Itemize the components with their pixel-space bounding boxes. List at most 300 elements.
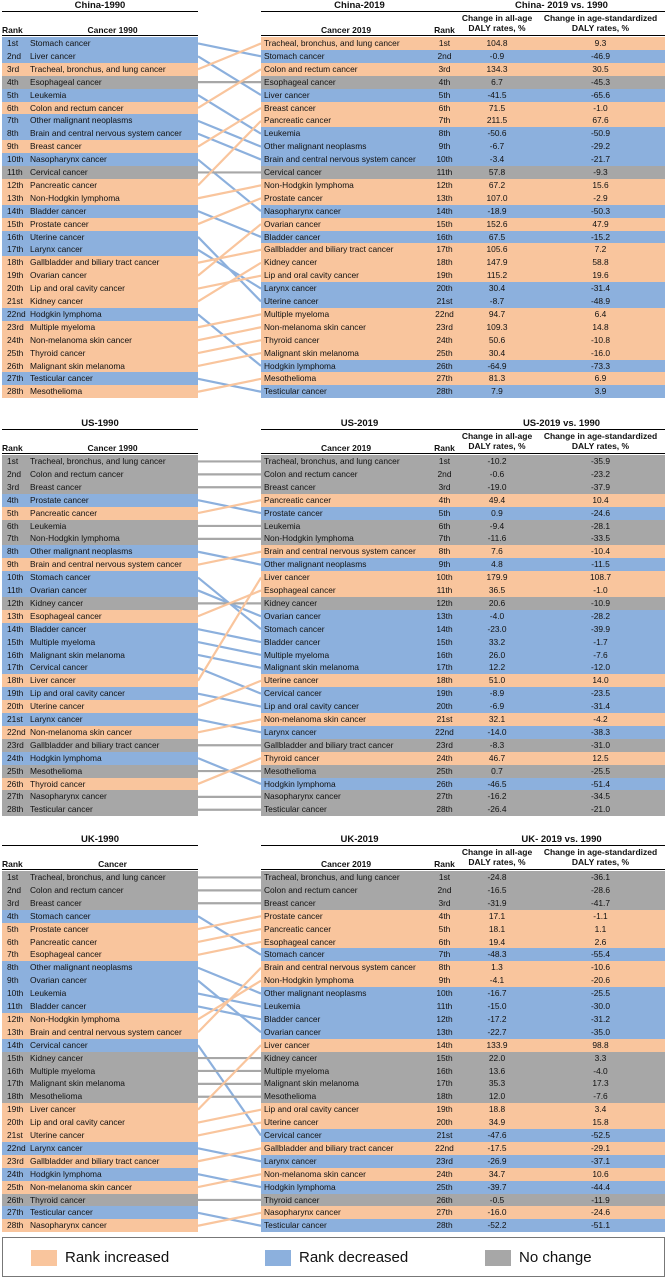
age-standardized-change-value: 58.8 — [592, 257, 609, 268]
header-rule — [261, 35, 665, 36]
cancer-name-2019: Uterine cancer — [264, 296, 319, 306]
left-row — [2, 961, 198, 974]
cancer-name-1990: Brain and central nervous system cancer — [30, 559, 182, 570]
rank-1990: 22nd — [7, 726, 26, 737]
rank-1990: 17th — [7, 1078, 24, 1089]
cancer-name-2019: Cervical cancer — [264, 167, 322, 177]
panel-title-2019: China-2019 — [334, 0, 385, 11]
cancer-name-1990: Nasopharynx cancer — [30, 791, 107, 802]
right-row — [261, 636, 665, 649]
rank-1990: 21st — [7, 1130, 23, 1140]
all-age-change-value: -4.0 — [489, 610, 505, 621]
cancer-name-1990: Other malignant neoplasms — [30, 115, 133, 126]
left-row — [2, 661, 198, 674]
rank-2019: 2nd — [437, 884, 452, 895]
left-row — [2, 584, 198, 597]
cancer-name-2019: Stomach cancer — [264, 949, 325, 960]
right-row — [261, 455, 665, 468]
cancer-name-2019: Multiple myeloma — [264, 649, 330, 660]
left-row — [2, 321, 198, 334]
cancer-name-2019: Bladder cancer — [264, 231, 321, 242]
right-row — [261, 987, 665, 1000]
left-row — [2, 1116, 198, 1129]
right-row — [261, 532, 665, 545]
rank-1990: 12th — [7, 597, 24, 608]
all-age-change-value: 18.8 — [488, 1104, 506, 1115]
rank-2019: 2nd — [437, 468, 452, 479]
rank-2019: 22nd — [435, 1142, 454, 1153]
rank-2019: 20th — [436, 701, 453, 712]
cancer-name-1990: Liver cancer — [30, 1104, 76, 1115]
header-rule — [2, 869, 198, 870]
header-age-standardized-change: Change in age-standardized DALY rates, % — [543, 431, 658, 451]
age-standardized-change-value: -28.6 — [590, 884, 611, 895]
legend-label-no-change: No change — [519, 1249, 592, 1266]
cancer-name-1990: Ovarian cancer — [30, 975, 87, 986]
rank-1990: 11th — [7, 1001, 23, 1011]
cancer-name-2019: Ovarian cancer — [264, 1026, 321, 1037]
age-standardized-change-value: -48.9 — [590, 296, 611, 306]
right-row — [261, 494, 665, 507]
right-row — [261, 545, 665, 558]
right-row — [261, 360, 665, 373]
cancer-name-1990: Mesothelioma — [30, 765, 83, 776]
header-rank-2019: Rank — [434, 859, 455, 869]
rank-1990: 16th — [7, 1065, 24, 1076]
rank-1990: 24th — [7, 752, 24, 763]
age-standardized-change-value: 17.3 — [592, 1078, 609, 1089]
cancer-name-2019: Colon and rectum cancer — [264, 468, 358, 479]
age-standardized-change-value: 2.6 — [594, 936, 607, 947]
left-row — [2, 89, 198, 102]
cancer-name-1990: Esophageal cancer — [30, 610, 102, 621]
left-row — [2, 1052, 198, 1065]
all-age-change-value: 67.5 — [488, 231, 506, 242]
legend — [2, 1237, 665, 1277]
rank-1990: 6th — [7, 936, 19, 947]
cancer-name-1990: Non-melanoma skin cancer — [30, 334, 132, 345]
rank-2019: 19th — [436, 1104, 453, 1115]
legend-swatch-decreased — [265, 1250, 291, 1266]
right-row — [261, 1077, 665, 1090]
rank-2019: 26th — [436, 360, 453, 371]
left-row — [2, 1168, 198, 1181]
all-age-change-value: 7.9 — [491, 386, 503, 397]
cancer-name-1990: Thyroid cancer — [30, 778, 86, 789]
rank-2019: 8th — [438, 962, 451, 973]
title-rule — [2, 11, 198, 12]
left-row — [2, 713, 198, 726]
rank-2019: 7th — [438, 533, 451, 544]
cancer-name-1990: Gallbladder and biliary tract cancer — [30, 1155, 160, 1166]
all-age-change-value: 13.6 — [488, 1065, 506, 1076]
right-row — [261, 102, 665, 115]
left-row — [2, 243, 198, 256]
left-row — [2, 1000, 198, 1013]
all-age-change-value: -4.1 — [489, 975, 505, 986]
header-cancer-1990: Cancer 1990 — [87, 25, 138, 35]
header-cancer-2019: Cancer 2019 — [320, 25, 372, 35]
age-standardized-change-value: 15.8 — [592, 1117, 609, 1128]
rank-1990: 3rd — [7, 897, 20, 908]
cancer-name-1990: Malignant skin melanoma — [30, 1078, 125, 1089]
rank-2019: 2nd — [437, 50, 452, 61]
rank-2019: 28th — [436, 1220, 453, 1231]
age-standardized-change-value: -20.6 — [590, 975, 611, 986]
right-row — [261, 584, 665, 597]
rank-2019: 25th — [436, 347, 453, 358]
cancer-name-2019: Nasopharynx cancer — [264, 791, 341, 802]
cancer-name-2019: Pancreatic cancer — [264, 494, 332, 505]
rank-1990: 14th — [7, 1039, 24, 1050]
age-standardized-change-value: -1.0 — [593, 102, 608, 113]
cancer-name-2019: Other malignant neoplasms — [264, 141, 367, 152]
all-age-change-value: -11.6 — [487, 533, 507, 544]
rank-2019: 12th — [436, 179, 453, 190]
right-row — [261, 520, 665, 533]
cancer-name-1990: Gallbladder and biliary tract cancer — [30, 257, 160, 268]
rank-1990: 14th — [7, 205, 24, 216]
right-row — [261, 936, 665, 949]
age-standardized-change-value: 3.3 — [594, 1052, 607, 1063]
left-row — [2, 37, 198, 50]
all-age-change-value: 147.9 — [486, 257, 508, 268]
left-row — [2, 205, 198, 218]
cancer-name-1990: Non-melanoma skin cancer — [30, 1181, 132, 1192]
left-row — [2, 871, 198, 884]
right-row — [261, 63, 665, 76]
rank-2019: 5th — [438, 507, 451, 518]
age-standardized-change-value: 14.8 — [592, 321, 609, 332]
cancer-name-2019: Prostate cancer — [264, 910, 323, 921]
right-row — [261, 726, 665, 739]
title-rule — [458, 429, 665, 430]
connector-nasopharynx-cancer — [198, 160, 261, 212]
left-row — [2, 360, 198, 373]
left-row — [2, 987, 198, 1000]
cancer-name-1990: Hodgkin lymphoma — [30, 752, 102, 763]
left-row — [2, 948, 198, 961]
connector-hodgkin-lymphoma — [198, 314, 261, 366]
cancer-name-2019: Brain and central nervous system cancer — [264, 546, 416, 557]
all-age-change-value: -0.9 — [489, 50, 505, 61]
rank-2019: 16th — [436, 1065, 453, 1076]
rank-1990: 14th — [7, 623, 24, 634]
right-row — [261, 884, 665, 897]
all-age-change-value: 46.7 — [488, 752, 506, 763]
age-standardized-change-value: -28.1 — [590, 520, 611, 531]
age-standardized-change-value: -29.2 — [590, 141, 611, 152]
age-standardized-change-value: -11.5 — [591, 559, 610, 570]
right-row — [261, 468, 665, 481]
age-standardized-change-value: -24.6 — [590, 1207, 611, 1218]
rank-2019: 9th — [438, 975, 451, 986]
age-standardized-change-value: 98.8 — [592, 1039, 609, 1050]
rank-1990: 28th — [7, 804, 24, 815]
rank-1990: 6th — [7, 520, 19, 531]
rank-1990: 15th — [7, 218, 24, 229]
rank-2019: 10th — [436, 988, 453, 999]
rank-1990: 11th — [7, 167, 23, 177]
cancer-name-1990: Bladder cancer — [30, 623, 87, 634]
cancer-name-2019: Malignant skin melanoma — [264, 662, 359, 673]
panel-title-comparison: US-2019 vs. 1990 — [522, 418, 601, 429]
left-row — [2, 50, 198, 63]
legend-label-decreased: Rank decreased — [299, 1249, 409, 1266]
cancer-name-1990: Colon and rectum cancer — [30, 884, 124, 895]
all-age-change-value: -8.9 — [489, 688, 505, 699]
cancer-name-1990: Pancreatic cancer — [30, 936, 98, 947]
age-standardized-change-value: 7.2 — [594, 244, 607, 255]
connector-lip-and-oral-cavity-cancer — [198, 694, 261, 707]
connector-thyroid-cancer — [198, 340, 261, 353]
age-standardized-change-value: -21.0 — [590, 804, 611, 815]
right-row — [261, 140, 665, 153]
rank-1990: 10th — [7, 154, 24, 165]
age-standardized-change-value: 3.4 — [594, 1104, 607, 1115]
all-age-change-value: 35.3 — [488, 1078, 506, 1089]
age-standardized-change-value: -44.4 — [590, 1181, 611, 1192]
age-standardized-change-value: 9.3 — [594, 38, 607, 48]
rank-2019: 4th — [438, 76, 451, 87]
rank-1990: 1st — [7, 456, 19, 466]
age-standardized-change-value: 10.6 — [592, 1168, 609, 1179]
all-age-change-value: 32.1 — [488, 714, 506, 724]
right-row — [261, 897, 665, 910]
cancer-name-1990: Cervical cancer — [30, 167, 88, 177]
left-row — [2, 282, 198, 295]
cancer-name-2019: Non-melanoma skin cancer — [264, 1168, 366, 1179]
age-standardized-change-value: -31.4 — [590, 283, 611, 294]
cancer-name-2019: Mesothelioma — [264, 373, 317, 384]
rank-2019: 3rd — [438, 63, 451, 74]
cancer-name-1990: Larynx cancer — [30, 244, 83, 255]
cancer-name-2019: Esophageal cancer — [264, 936, 336, 947]
left-row — [2, 179, 198, 192]
right-row — [261, 713, 665, 726]
left-row — [2, 923, 198, 936]
title-rule — [458, 11, 665, 12]
right-row — [261, 1000, 665, 1013]
age-standardized-change-value: -9.3 — [593, 167, 608, 177]
rank-1990: 2nd — [7, 468, 21, 479]
cancer-name-2019: Breast cancer — [264, 481, 316, 492]
cancer-name-1990: Breast cancer — [30, 897, 82, 908]
cancer-name-2019: Hodgkin lymphoma — [264, 778, 336, 789]
left-row — [2, 140, 198, 153]
right-row — [261, 308, 665, 321]
cancer-name-2019: Lip and oral cavity cancer — [264, 701, 359, 712]
left-row — [2, 687, 198, 700]
all-age-change-value: -47.6 — [487, 1130, 507, 1140]
all-age-change-value: 57.8 — [488, 167, 506, 177]
rank-1990: 12th — [7, 1013, 24, 1024]
right-row — [261, 610, 665, 623]
rank-1990: 19th — [7, 1104, 24, 1115]
all-age-change-value: -17.2 — [487, 1013, 507, 1024]
age-standardized-change-value: -45.3 — [590, 76, 611, 87]
left-row — [2, 192, 198, 205]
cancer-name-2019: Non-Hodgkin lymphoma — [264, 975, 354, 986]
right-row — [261, 347, 665, 360]
left-row — [2, 936, 198, 949]
left-row — [2, 532, 198, 545]
cancer-name-2019: Liver cancer — [264, 89, 310, 100]
age-standardized-change-value: -39.9 — [590, 623, 611, 634]
cancer-name-2019: Ovarian cancer — [264, 218, 321, 229]
right-row — [261, 37, 665, 50]
right-row — [261, 790, 665, 803]
all-age-change-value: -8.7 — [489, 296, 505, 306]
rank-1990: 22nd — [7, 308, 26, 319]
right-row — [261, 192, 665, 205]
rank-2019: 9th — [438, 559, 451, 570]
rank-1990: 3rd — [7, 481, 20, 492]
cancer-name-1990: Hodgkin lymphoma — [30, 308, 102, 319]
rank-1990: 21st — [7, 714, 23, 724]
rank-1990: 22nd — [7, 1142, 26, 1153]
left-row — [2, 494, 198, 507]
rank-1990: 27th — [7, 791, 24, 802]
rank-2019: 23rd — [436, 739, 453, 750]
all-age-change-value: 81.3 — [488, 373, 506, 384]
right-row — [261, 481, 665, 494]
rank-1990: 4th — [7, 76, 19, 87]
age-standardized-change-value: -25.5 — [590, 765, 611, 776]
age-standardized-change-value: -28.2 — [590, 610, 611, 621]
legend-swatch-increased — [31, 1250, 57, 1266]
rank-2019: 1st — [438, 38, 451, 48]
all-age-change-value: 7.6 — [491, 546, 503, 557]
age-standardized-change-value: -51.4 — [590, 778, 611, 789]
rank-2019: 22nd — [435, 726, 454, 737]
rank-2019: 11th — [436, 167, 453, 177]
cancer-name-1990: Multiple myeloma — [30, 636, 96, 647]
left-row — [2, 127, 198, 140]
rank-2019: 21st — [436, 714, 453, 724]
left-row — [2, 1077, 198, 1090]
rank-1990: 2nd — [7, 884, 21, 895]
all-age-change-value: -52.2 — [487, 1220, 507, 1231]
rank-2019: 21st — [436, 1130, 453, 1140]
left-row — [2, 1013, 198, 1026]
right-row — [261, 218, 665, 231]
right-row — [261, 752, 665, 765]
cancer-name-1990: Leukemia — [30, 520, 67, 531]
left-row — [2, 507, 198, 520]
right-row — [261, 1103, 665, 1116]
cancer-name-2019: Tracheal, bronchus, and lung cancer — [264, 872, 400, 882]
all-age-change-value: -16.0 — [487, 1207, 507, 1218]
right-row — [261, 674, 665, 687]
all-age-change-value: -18.9 — [487, 205, 507, 216]
connector-uterine-cancer — [198, 1123, 261, 1136]
rank-1990: 18th — [7, 257, 24, 268]
cancer-name-2019: Stomach cancer — [264, 50, 325, 61]
rank-2019: 24th — [436, 752, 453, 763]
all-age-change-value: 1.3 — [491, 962, 503, 973]
cancer-name-2019: Bladder cancer — [264, 1013, 321, 1024]
left-row — [2, 1206, 198, 1219]
age-standardized-change-value: -50.9 — [590, 128, 611, 139]
age-standardized-change-value: -30.0 — [590, 1001, 611, 1011]
rank-2019: 17th — [436, 1078, 453, 1089]
cancer-name-1990: Non-Hodgkin lymphoma — [30, 533, 120, 544]
all-age-change-value: -31.9 — [487, 897, 507, 908]
cancer-name-2019: Brain and central nervous system cancer — [264, 962, 416, 973]
rank-1990: 25th — [7, 765, 24, 776]
right-row — [261, 558, 665, 571]
right-row — [261, 1026, 665, 1039]
age-standardized-change-value: -31.0 — [590, 739, 611, 750]
panel-title-2019: US-2019 — [340, 418, 379, 429]
left-row — [2, 1065, 198, 1078]
rank-1990: 26th — [7, 1194, 24, 1205]
age-standardized-change-value: 1.1 — [594, 923, 607, 934]
all-age-change-value: -0.5 — [489, 1194, 505, 1205]
rank-1990: 17th — [7, 244, 24, 255]
rank-1990: 18th — [7, 1091, 24, 1102]
rank-2019: 4th — [438, 494, 451, 505]
right-row — [261, 295, 665, 308]
cancer-name-2019: Testicular cancer — [264, 386, 327, 397]
cancer-name-2019: Multiple myeloma — [264, 308, 330, 319]
rank-1990: 25th — [7, 1181, 24, 1192]
cancer-name-2019: Colon and rectum cancer — [264, 63, 358, 74]
right-row — [261, 1142, 665, 1155]
cancer-name-1990: Non-Hodgkin lymphoma — [30, 1013, 120, 1024]
cancer-name-1990: Ovarian cancer — [30, 270, 87, 281]
left-row — [2, 295, 198, 308]
all-age-change-value: 0.7 — [491, 765, 503, 776]
rank-1990: 20th — [7, 283, 24, 294]
title-rule — [261, 845, 458, 846]
left-row — [2, 269, 198, 282]
rank-2019: 12th — [436, 1013, 453, 1024]
rank-2019: 8th — [438, 546, 451, 557]
cancer-name-1990: Brain and central nervous system cancer — [30, 1026, 182, 1037]
all-age-change-value: 134.3 — [486, 63, 508, 74]
header-rule — [261, 869, 665, 870]
cancer-name-1990: Bladder cancer — [30, 205, 87, 216]
rank-2019: 16th — [436, 649, 453, 660]
header-rank-1990: Rank — [2, 443, 23, 453]
header-rule — [261, 453, 665, 454]
rank-1990: 16th — [7, 649, 24, 660]
rank-1990: 23rd — [7, 739, 24, 750]
rank-1990: 15th — [7, 1052, 24, 1063]
left-row — [2, 347, 198, 360]
rank-1990: 7th — [7, 533, 19, 544]
right-row — [261, 1116, 665, 1129]
cancer-name-2019: Leukemia — [264, 128, 301, 139]
rank-1990: 7th — [7, 115, 19, 126]
all-age-change-value: -48.3 — [487, 949, 507, 960]
rank-1990: 13th — [7, 610, 24, 621]
panel-title-comparison: China- 2019 vs. 1990 — [515, 0, 608, 11]
right-row — [261, 1206, 665, 1219]
age-standardized-change-value: -31.2 — [590, 1013, 611, 1024]
cancer-name-2019: Tracheal, bronchus, and lung cancer — [264, 456, 400, 466]
left-row — [2, 455, 198, 468]
panel-china — [0, 0, 667, 400]
all-age-change-value: 30.4 — [488, 283, 506, 294]
cancer-name-2019: Gallbladder and biliary tract cancer — [264, 244, 394, 255]
header-all-age-change: Change in all-age DALY rates, % — [461, 431, 533, 451]
legend-label-increased: Rank increased — [65, 1249, 170, 1266]
left-row — [2, 778, 198, 791]
rank-2019: 22nd — [435, 308, 454, 319]
